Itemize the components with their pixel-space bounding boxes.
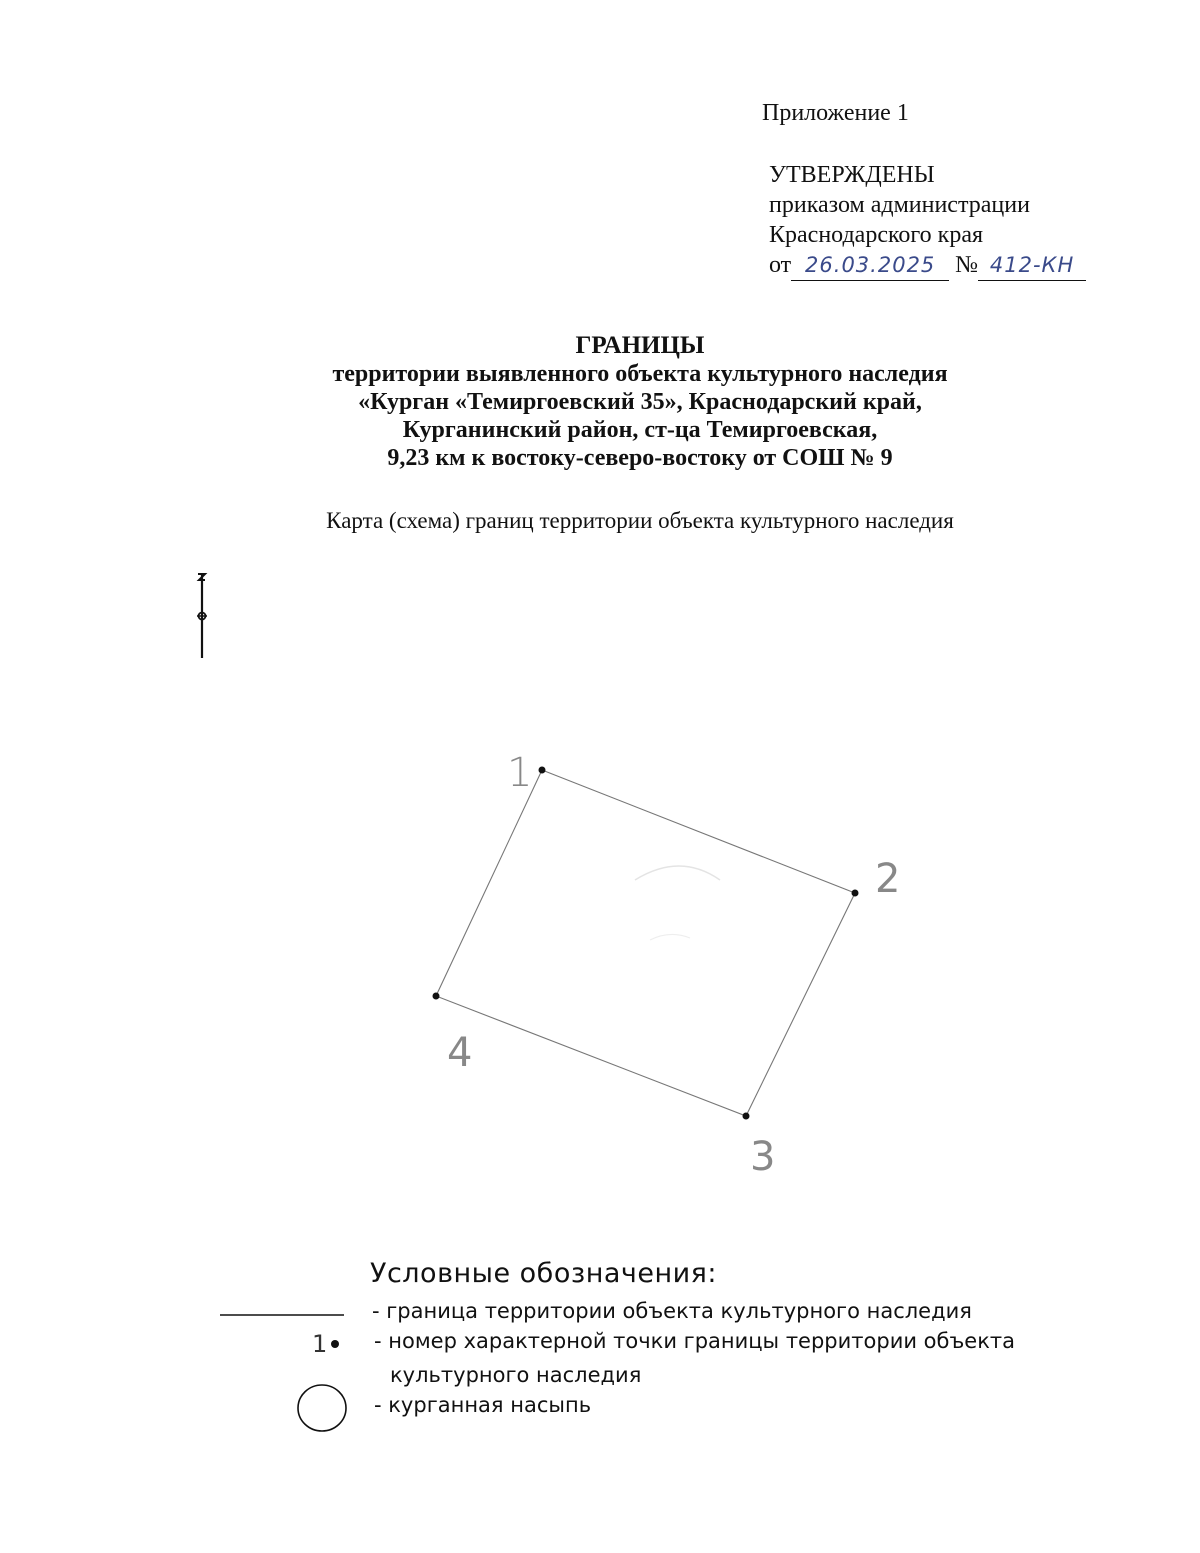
legend-point-icon bbox=[328, 1337, 342, 1351]
mound-trace-inner bbox=[650, 934, 690, 940]
map-subtitle: Карта (схема) границ территории объекта культурного наследия bbox=[326, 508, 954, 533]
title-line-4: 9,23 км к востоку-северо-востоку от СОШ № 9 bbox=[387, 445, 893, 471]
appendix-label: Приложение 1 bbox=[762, 100, 909, 126]
by-order-label: приказом администрации bbox=[769, 192, 1030, 218]
boundary-polygon bbox=[436, 770, 855, 1116]
number-value: 412-КН bbox=[989, 253, 1075, 277]
date-value: 26.03.2025 bbox=[805, 253, 936, 277]
legend-boundary-text: - граница территории объекта культурного наследия bbox=[372, 1299, 972, 1323]
boundary-point-3 bbox=[743, 1113, 750, 1120]
title-line-2: «Курган «Темиргоевский 35», Краснодарский край, bbox=[358, 389, 922, 415]
title-main: ГРАНИЦЫ bbox=[575, 332, 705, 359]
point-label-3: 3 bbox=[750, 1134, 776, 1180]
title-line-3: Курганинский район, ст-ца Темиргоевская, bbox=[402, 417, 878, 443]
legend-mound-icon bbox=[294, 1382, 350, 1434]
title-line-1: территории выявленного объекта культурного наследия bbox=[332, 361, 948, 387]
legend-boundary-line bbox=[218, 1312, 348, 1318]
date-prefix: от bbox=[769, 252, 792, 278]
legend-mound-text: - курганная насыпь bbox=[374, 1393, 592, 1417]
legend-point-number: 1 bbox=[312, 1330, 328, 1358]
mound-trace bbox=[635, 866, 720, 880]
point-label-1: 1 bbox=[507, 750, 533, 796]
boundary-point-2 bbox=[852, 890, 859, 897]
point-label-4: 4 bbox=[447, 1030, 473, 1076]
point-label-2: 2 bbox=[875, 856, 901, 902]
boundary-point-4 bbox=[433, 993, 440, 1000]
legend-point-text: - номер характерной точки границы территории объекта bbox=[374, 1329, 1016, 1353]
approved-label: УТВЕРЖДЕНЫ bbox=[769, 162, 935, 188]
number-prefix: № bbox=[955, 252, 979, 278]
legend-title: Условные обозначения: bbox=[370, 1258, 717, 1289]
boundary-point-1 bbox=[539, 767, 546, 774]
region-label: Краснодарского края bbox=[769, 222, 984, 248]
legend-point-text-2: культурного наследия bbox=[390, 1363, 642, 1387]
